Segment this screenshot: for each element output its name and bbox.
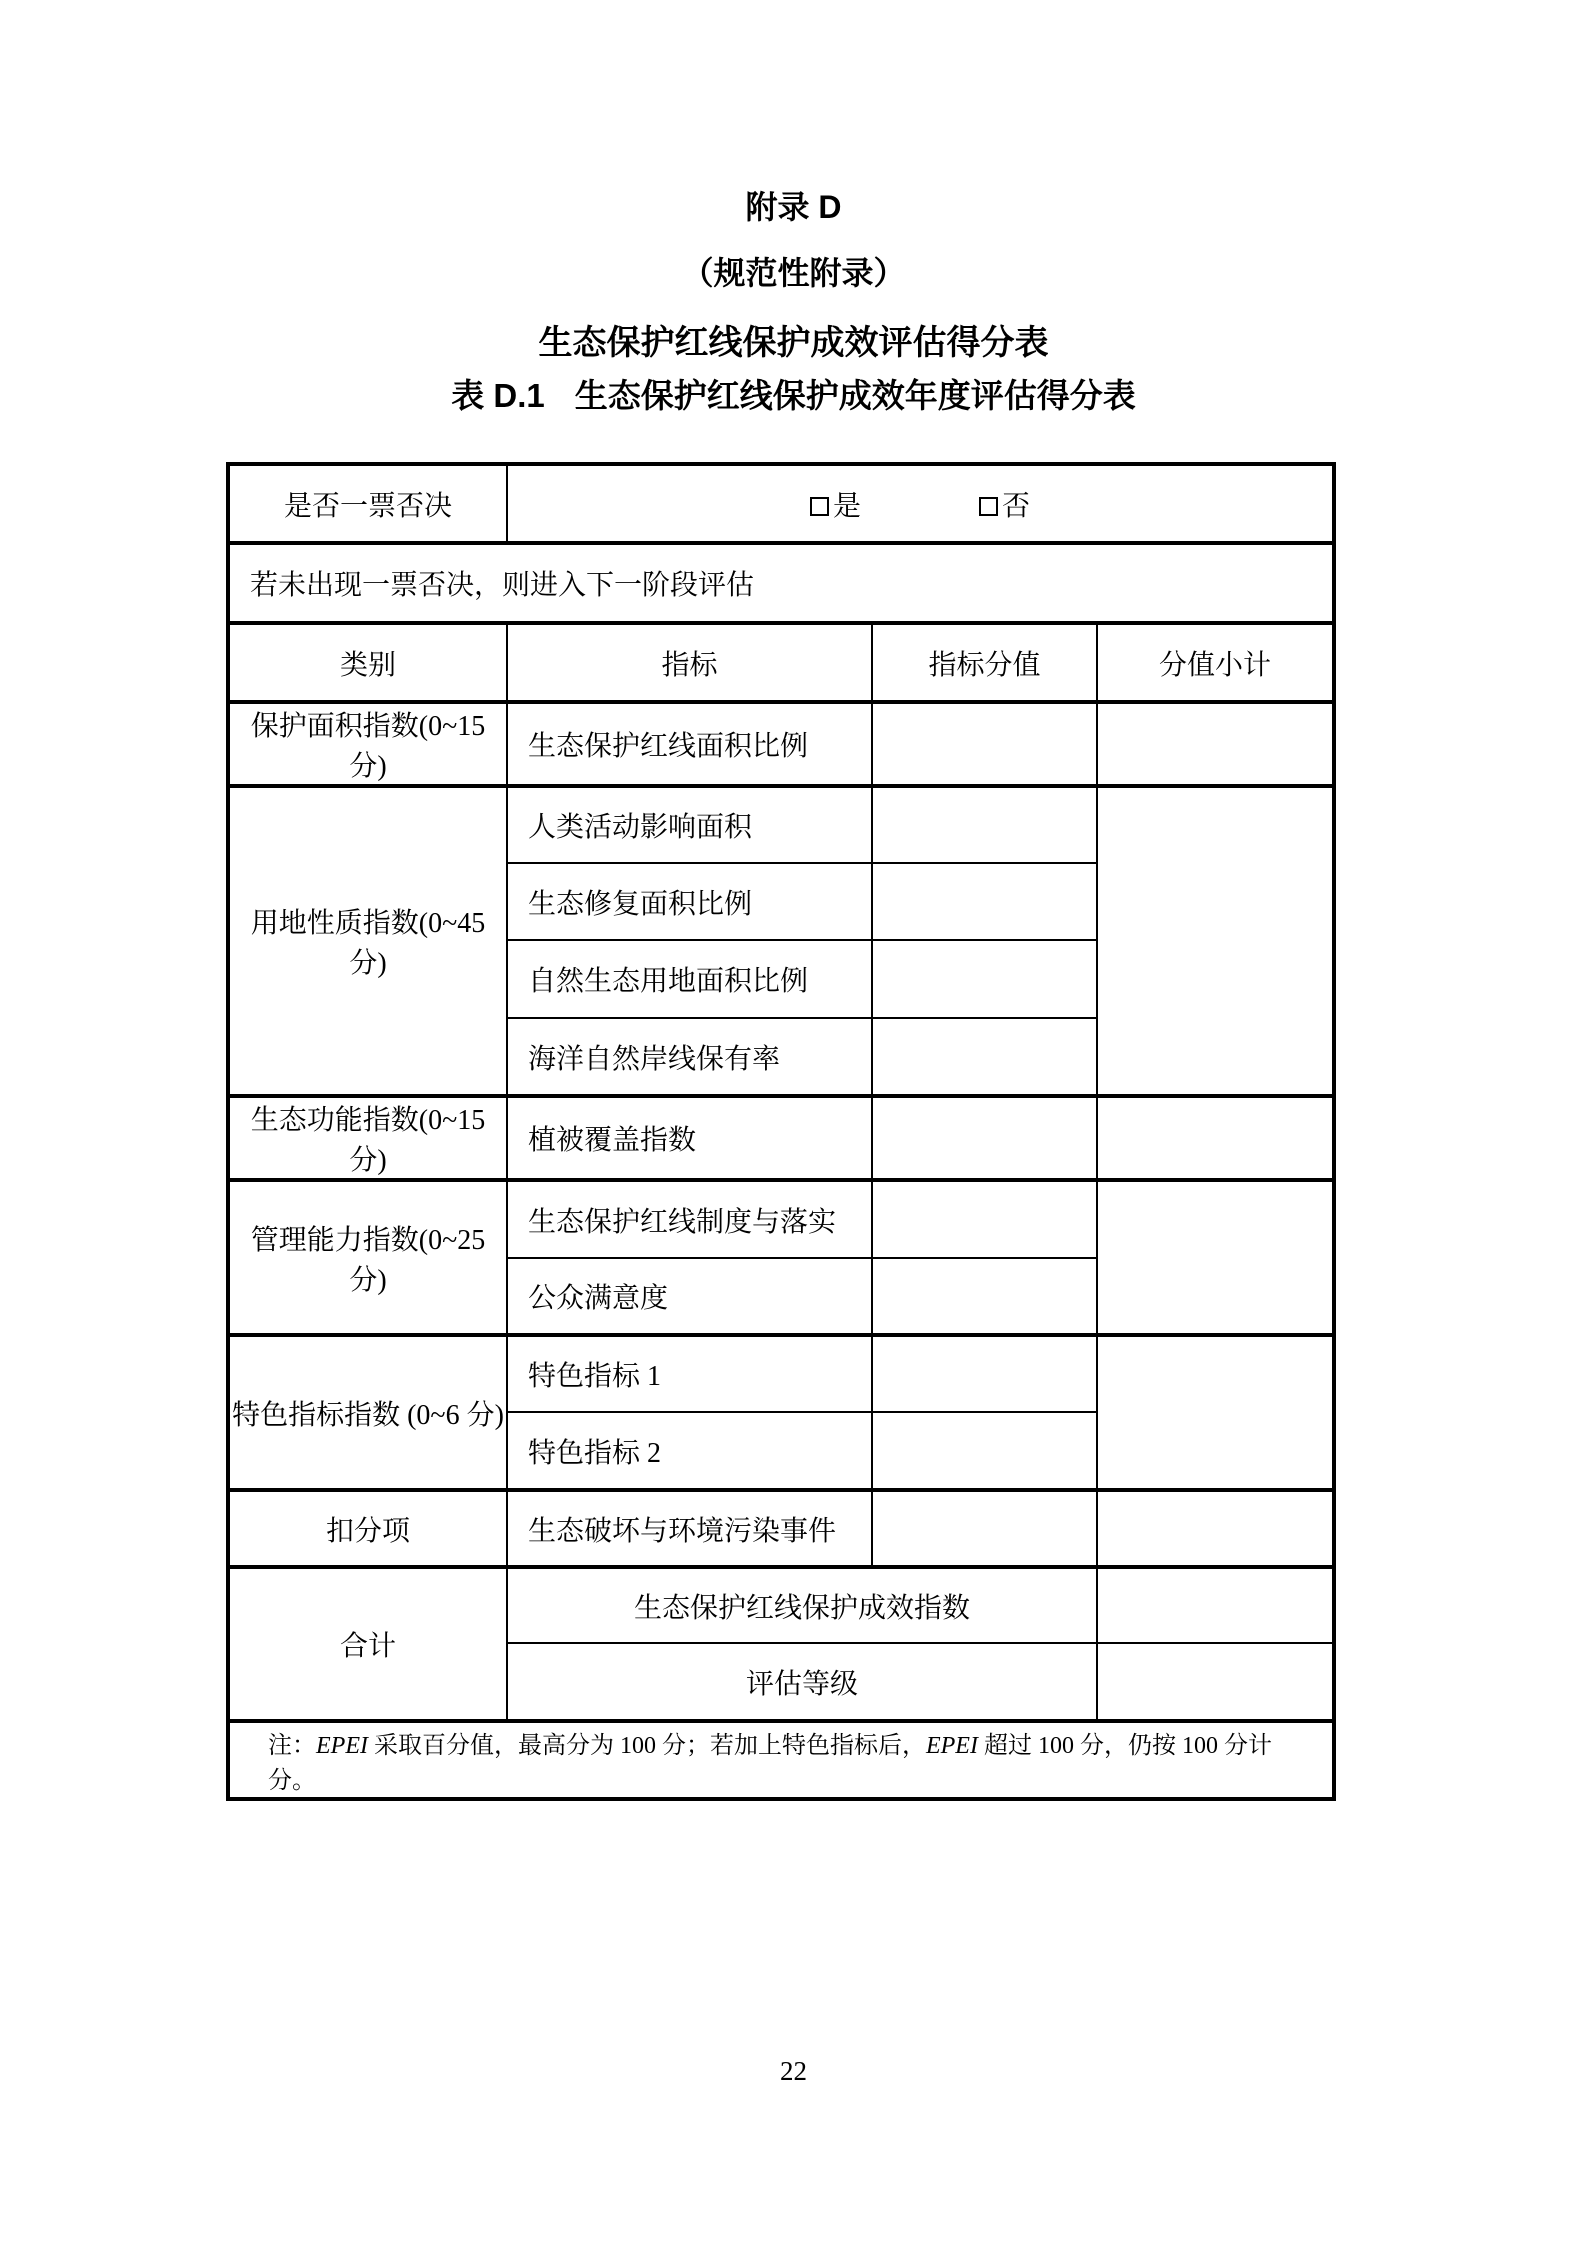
category-cell: 用地性质指数(0~45 分) (228, 786, 507, 1096)
score-cell (872, 1258, 1097, 1335)
subtotal-cell (1097, 702, 1334, 786)
category-cell: 管理能力指数(0~25 分) (228, 1180, 507, 1335)
col-header-category: 类别 (228, 623, 507, 702)
category-cell: 扣分项 (228, 1490, 507, 1567)
score-cell (872, 1018, 1097, 1096)
col-header-indicator: 指标 (507, 623, 872, 702)
subtotal-cell (1097, 1335, 1334, 1490)
table-row (228, 464, 1334, 543)
page-number: 22 (780, 2056, 807, 2086)
subtotal-cell (1097, 786, 1334, 1096)
total-index-value-cell (1097, 1567, 1334, 1643)
document-title: 生态保护红线保护成效评估得分表 (538, 324, 1049, 362)
indicator-cell: 生态保护红线制度与落实 (507, 1180, 872, 1258)
score-cell (872, 863, 1097, 940)
table-row (228, 1335, 1334, 1412)
empty-checkbox-icon (979, 497, 998, 516)
score-cell (872, 1490, 1097, 1567)
table-row (228, 543, 1334, 623)
table-row (228, 1567, 1334, 1643)
total-index-cell: 生态保护红线保护成效指数 (507, 1567, 1097, 1643)
appendix-type: （规范性附录） (681, 255, 906, 291)
indicator-cell: 生态破坏与环境污染事件 (507, 1490, 872, 1567)
subtotal-cell (1097, 1180, 1334, 1335)
indicator-cell: 生态保护红线面积比例 (507, 702, 872, 786)
indicator-cell: 生态修复面积比例 (507, 863, 872, 940)
veto-options-cell (507, 464, 1334, 543)
checkbox-no-label: 否 (1002, 490, 1031, 522)
table-row (228, 786, 1334, 863)
veto-label-cell: 是否一票否决 (228, 464, 507, 543)
grade-label-cell: 评估等级 (507, 1643, 1097, 1721)
table-row (228, 1096, 1334, 1180)
col-header-subtotal: 分值小计 (1097, 623, 1334, 702)
score-cell (872, 1335, 1097, 1412)
score-cell (872, 940, 1097, 1018)
checkbox-yes-label: 是 (832, 490, 861, 522)
checkbox-option-no (979, 484, 1030, 524)
indicator-cell: 植被覆盖指数 (507, 1096, 872, 1180)
indicator-cell: 公众满意度 (507, 1258, 872, 1335)
score-cell (872, 1412, 1097, 1490)
score-table (226, 462, 1336, 1801)
checkbox-option-yes (810, 484, 861, 524)
col-header-score: 指标分值 (872, 623, 1097, 702)
empty-checkbox-icon (810, 497, 829, 516)
subtotal-cell (1097, 1490, 1334, 1567)
table-row (228, 1490, 1334, 1567)
table-row (228, 702, 1334, 786)
indicator-cell: 自然生态用地面积比例 (507, 940, 872, 1018)
note-cell: 注：EPEI 采取百分值，最高分为 100 分；若加上特色指标后，EPEI 超过 100 分，仍按 100 分计分。 (228, 1721, 1334, 1799)
score-cell (872, 1096, 1097, 1180)
score-cell (872, 786, 1097, 863)
indicator-cell: 人类活动影响面积 (507, 786, 872, 863)
table-header-row (228, 623, 1334, 702)
indicator-cell: 特色指标 2 (507, 1412, 872, 1490)
subtotal-cell (1097, 1096, 1334, 1180)
table-row (228, 1721, 1334, 1799)
appendix-label: 附录 D (745, 189, 842, 225)
table-row (228, 1180, 1334, 1258)
category-cell: 保护面积指数(0~15 分) (228, 702, 507, 786)
indicator-cell: 海洋自然岸线保有率 (507, 1018, 872, 1096)
grade-value-cell (1097, 1643, 1334, 1721)
indicator-cell: 特色指标 1 (507, 1335, 872, 1412)
table-caption-title: 生态保护红线保护成效年度评估得分表 (574, 377, 1136, 414)
category-cell: 生态功能指数(0~15 分) (228, 1096, 507, 1180)
table-caption (0, 377, 1587, 415)
category-cell: 特色指标指数 (0~6 分) (228, 1335, 507, 1490)
total-label-cell: 合计 (228, 1567, 507, 1721)
score-cell (872, 1180, 1097, 1258)
score-cell (872, 702, 1097, 786)
table-caption-label: 表 D.1 (451, 377, 545, 414)
stage-note-cell: 若未出现一票否决，则进入下一阶段评估 (228, 543, 1334, 623)
